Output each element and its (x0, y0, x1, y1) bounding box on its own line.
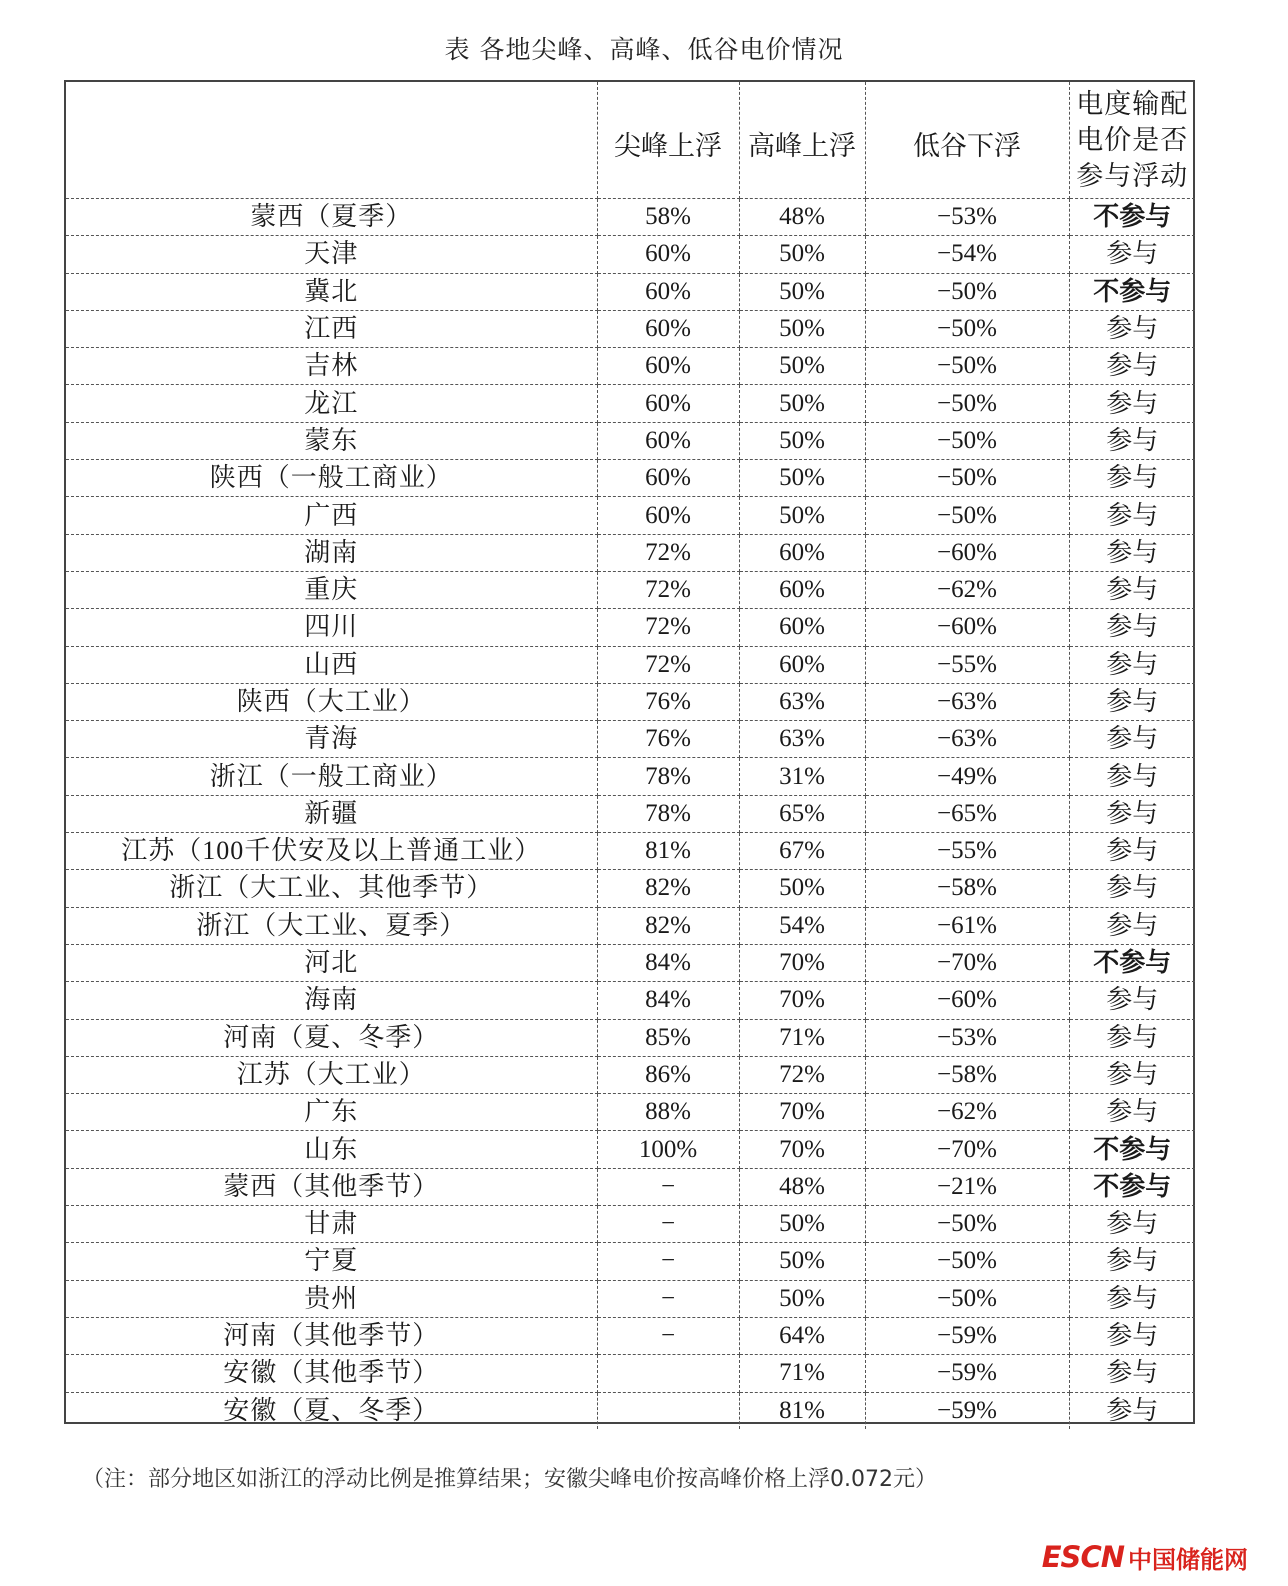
region-cell: 新疆 (66, 795, 597, 832)
peak-rise-cell: 78% (597, 795, 739, 832)
region-cell: 重庆 (66, 571, 597, 608)
high-rise-cell: 70% (739, 982, 865, 1019)
peak-rise-cell: 100% (597, 1131, 739, 1168)
tariff-float-cell: 参与 (1069, 236, 1195, 273)
high-rise-cell: 50% (739, 460, 865, 497)
peak-rise-cell: − (597, 1280, 739, 1317)
table-row (66, 907, 1195, 944)
table-row (66, 982, 1195, 1019)
tariff-float-cell: 参与 (1069, 982, 1195, 1019)
high-rise-cell: 60% (739, 571, 865, 608)
high-rise-cell: 60% (739, 646, 865, 683)
peak-rise-cell: 72% (597, 571, 739, 608)
valley-drop-cell: −21% (865, 1168, 1069, 1205)
valley-drop-cell: −59% (865, 1317, 1069, 1354)
valley-drop-cell: −59% (865, 1392, 1069, 1429)
valley-drop-cell: −59% (865, 1355, 1069, 1392)
tariff-float-cell: 参与 (1069, 758, 1195, 795)
tariff-float-cell: 不参与 (1069, 944, 1195, 981)
header-high-rise: 高峰上浮 (739, 82, 865, 199)
peak-rise-cell: 82% (597, 870, 739, 907)
valley-drop-cell: −65% (865, 795, 1069, 832)
peak-rise-cell: 82% (597, 907, 739, 944)
tariff-float-cell: 参与 (1069, 348, 1195, 385)
region-cell: 江苏（大工业） (66, 1056, 597, 1093)
logo-latin: ESCN (1041, 1540, 1124, 1574)
region-cell: 贵州 (66, 1280, 597, 1317)
high-rise-cell: 50% (739, 1280, 865, 1317)
table-row (66, 1206, 1195, 1243)
region-cell: 陕西（一般工商业） (66, 460, 597, 497)
table-row (66, 385, 1195, 422)
region-cell: 蒙东 (66, 422, 597, 459)
region-cell: 安徽（夏、冬季） (66, 1392, 597, 1429)
table-row (66, 1131, 1195, 1168)
high-rise-cell: 70% (739, 1094, 865, 1131)
region-cell: 广西 (66, 497, 597, 534)
high-rise-cell: 71% (739, 1019, 865, 1056)
valley-drop-cell: −50% (865, 1280, 1069, 1317)
valley-drop-cell: −58% (865, 870, 1069, 907)
table-row (66, 1280, 1195, 1317)
region-cell: 浙江（大工业、其他季节） (66, 870, 597, 907)
high-rise-cell: 70% (739, 1131, 865, 1168)
high-rise-cell: 48% (739, 1168, 865, 1205)
table-row (66, 944, 1195, 981)
peak-rise-cell: 60% (597, 422, 739, 459)
region-cell: 江苏（100千伏安及以上普通工业） (66, 833, 597, 870)
region-cell: 安徽（其他季节） (66, 1355, 597, 1392)
region-cell: 浙江（大工业、夏季） (66, 907, 597, 944)
table-body (66, 199, 1195, 1429)
valley-drop-cell: −58% (865, 1056, 1069, 1093)
table-row (66, 236, 1195, 273)
high-rise-cell: 50% (739, 348, 865, 385)
table-row (66, 1019, 1195, 1056)
price-table-frame (64, 80, 1195, 1424)
table-row (66, 534, 1195, 571)
region-cell: 蒙西（夏季） (66, 199, 597, 236)
peak-rise-cell: − (597, 1317, 739, 1354)
table-row (66, 721, 1195, 758)
region-cell: 龙江 (66, 385, 597, 422)
region-cell: 甘肃 (66, 1206, 597, 1243)
escn-logo (1042, 1538, 1248, 1576)
peak-rise-cell: − (597, 1206, 739, 1243)
table-row (66, 273, 1195, 310)
tariff-float-cell: 参与 (1069, 497, 1195, 534)
table-row (66, 833, 1195, 870)
tariff-float-cell: 不参与 (1069, 273, 1195, 310)
table-row (66, 1392, 1195, 1429)
valley-drop-cell: −55% (865, 833, 1069, 870)
table-header-row (66, 82, 1195, 199)
region-cell: 江西 (66, 310, 597, 347)
header-peak-rise: 尖峰上浮 (597, 82, 739, 199)
high-rise-cell: 50% (739, 1243, 865, 1280)
high-rise-cell: 70% (739, 944, 865, 981)
tariff-float-cell: 参与 (1069, 1094, 1195, 1131)
valley-drop-cell: −49% (865, 758, 1069, 795)
peak-rise-cell: − (597, 1168, 739, 1205)
high-rise-cell: 31% (739, 758, 865, 795)
valley-drop-cell: −50% (865, 310, 1069, 347)
valley-drop-cell: −50% (865, 497, 1069, 534)
tariff-float-cell: 参与 (1069, 683, 1195, 720)
table-row (66, 571, 1195, 608)
table-row (66, 348, 1195, 385)
valley-drop-cell: −62% (865, 571, 1069, 608)
table-caption: 表 各地尖峰、高峰、低谷电价情况 (444, 35, 844, 64)
valley-drop-cell: −62% (865, 1094, 1069, 1131)
high-rise-cell: 65% (739, 795, 865, 832)
table-row (66, 1094, 1195, 1131)
region-cell: 湖南 (66, 534, 597, 571)
tariff-float-cell: 参与 (1069, 646, 1195, 683)
region-cell: 河南（其他季节） (66, 1317, 597, 1354)
peak-rise-cell: 58% (597, 199, 739, 236)
header-region (66, 82, 597, 199)
valley-drop-cell: −50% (865, 422, 1069, 459)
table-row (66, 460, 1195, 497)
high-rise-cell: 50% (739, 273, 865, 310)
table-row (66, 758, 1195, 795)
high-rise-cell: 60% (739, 609, 865, 646)
valley-drop-cell: −54% (865, 236, 1069, 273)
peak-rise-cell: 60% (597, 497, 739, 534)
high-rise-cell: 72% (739, 1056, 865, 1093)
table-row (66, 1317, 1195, 1354)
region-cell: 山西 (66, 646, 597, 683)
high-rise-cell: 63% (739, 683, 865, 720)
table-row (66, 683, 1195, 720)
valley-drop-cell: −70% (865, 1131, 1069, 1168)
tariff-float-cell: 参与 (1069, 460, 1195, 497)
high-rise-cell: 67% (739, 833, 865, 870)
region-cell: 天津 (66, 236, 597, 273)
high-rise-cell: 50% (739, 310, 865, 347)
valley-drop-cell: −50% (865, 1206, 1069, 1243)
peak-rise-cell: 60% (597, 348, 739, 385)
valley-drop-cell: −60% (865, 534, 1069, 571)
peak-rise-cell: − (597, 1243, 739, 1280)
tariff-float-cell: 参与 (1069, 310, 1195, 347)
tariff-float-cell: 参与 (1069, 1280, 1195, 1317)
valley-drop-cell: −50% (865, 1243, 1069, 1280)
high-rise-cell: 71% (739, 1355, 865, 1392)
high-rise-cell: 63% (739, 721, 865, 758)
region-cell: 宁夏 (66, 1243, 597, 1280)
tariff-float-cell: 参与 (1069, 534, 1195, 571)
region-cell: 河南（夏、冬季） (66, 1019, 597, 1056)
region-cell: 陕西（大工业） (66, 683, 597, 720)
table-row (66, 497, 1195, 534)
tariff-float-cell: 参与 (1069, 1317, 1195, 1354)
high-rise-cell: 50% (739, 1206, 865, 1243)
peak-rise-cell: 84% (597, 944, 739, 981)
high-rise-cell: 81% (739, 1392, 865, 1429)
peak-rise-cell: 72% (597, 646, 739, 683)
tariff-float-cell: 参与 (1069, 385, 1195, 422)
valley-drop-cell: −50% (865, 460, 1069, 497)
tariff-float-cell: 参与 (1069, 833, 1195, 870)
table-row (66, 310, 1195, 347)
high-rise-cell: 50% (739, 422, 865, 459)
table-row (66, 422, 1195, 459)
tariff-float-cell: 参与 (1069, 609, 1195, 646)
valley-drop-cell: −70% (865, 944, 1069, 981)
tariff-float-cell: 参与 (1069, 870, 1195, 907)
tariff-float-cell: 不参与 (1069, 1168, 1195, 1205)
valley-drop-cell: −61% (865, 907, 1069, 944)
tariff-float-cell: 参与 (1069, 1206, 1195, 1243)
valley-drop-cell: −50% (865, 273, 1069, 310)
peak-rise-cell: 84% (597, 982, 739, 1019)
tariff-float-cell: 参与 (1069, 1243, 1195, 1280)
high-rise-cell: 50% (739, 385, 865, 422)
header-valley-drop: 低谷下浮 (865, 82, 1069, 199)
table-row (66, 1168, 1195, 1205)
tariff-float-cell: 参与 (1069, 571, 1195, 608)
region-cell: 海南 (66, 982, 597, 1019)
region-cell: 浙江（一般工商业） (66, 758, 597, 795)
tariff-float-cell: 参与 (1069, 1019, 1195, 1056)
high-rise-cell: 48% (739, 199, 865, 236)
peak-rise-cell: 72% (597, 534, 739, 571)
tariff-float-cell: 参与 (1069, 1056, 1195, 1093)
region-cell: 青海 (66, 721, 597, 758)
tariff-float-cell: 参与 (1069, 907, 1195, 944)
tariff-float-cell: 不参与 (1069, 199, 1195, 236)
peak-rise-cell: 60% (597, 460, 739, 497)
valley-drop-cell: −55% (865, 646, 1069, 683)
region-cell: 河北 (66, 944, 597, 981)
table-row (66, 870, 1195, 907)
tariff-float-cell: 参与 (1106, 1395, 1159, 1425)
tariff-float-cell: 参与 (1069, 795, 1195, 832)
table-row (66, 646, 1195, 683)
peak-rise-cell (597, 1355, 739, 1392)
tariff-float-cell: 参与 (1069, 1355, 1195, 1392)
peak-rise-cell: 88% (597, 1094, 739, 1131)
valley-drop-cell: −53% (865, 199, 1069, 236)
tariff-float-cell: 参与 (1069, 721, 1195, 758)
region-cell: 广东 (66, 1094, 597, 1131)
price-table (66, 82, 1195, 1429)
valley-drop-cell: −53% (865, 1019, 1069, 1056)
high-rise-cell: 60% (739, 534, 865, 571)
valley-drop-cell: −50% (865, 348, 1069, 385)
table-row (66, 795, 1195, 832)
valley-drop-cell: −50% (865, 385, 1069, 422)
peak-rise-cell: 76% (597, 721, 739, 758)
peak-rise-cell: 86% (597, 1056, 739, 1093)
high-rise-cell: 50% (739, 236, 865, 273)
table-row (66, 199, 1195, 236)
region-cell: 蒙西（其他季节） (66, 1168, 597, 1205)
high-rise-cell: 50% (739, 497, 865, 534)
tariff-float-cell: 不参与 (1069, 1131, 1195, 1168)
region-cell: 吉林 (66, 348, 597, 385)
table-row (66, 609, 1195, 646)
valley-drop-cell: −60% (865, 609, 1069, 646)
peak-rise-cell: 78% (597, 758, 739, 795)
peak-rise-cell (597, 1392, 739, 1429)
peak-rise-cell: 60% (597, 385, 739, 422)
region-cell: 山东 (66, 1131, 597, 1168)
peak-rise-cell: 72% (597, 609, 739, 646)
peak-rise-cell: 85% (597, 1019, 739, 1056)
tariff-float-cell: 参与 (1069, 422, 1195, 459)
table-row (66, 1243, 1195, 1280)
region-cell: 冀北 (66, 273, 597, 310)
footnote: （注：部分地区如浙江的浮动比例是推算结果；安徽尖峰电价按高峰价格上浮0.072元） (82, 1467, 937, 1492)
peak-rise-cell: 60% (597, 273, 739, 310)
header-tariff-float: 电度输配电价是否参与浮动 (1069, 82, 1195, 199)
valley-drop-cell: −63% (865, 721, 1069, 758)
high-rise-cell: 50% (739, 870, 865, 907)
region-cell: 四川 (66, 609, 597, 646)
peak-rise-cell: 76% (597, 683, 739, 720)
table-row (66, 1056, 1195, 1093)
table-row (66, 1355, 1195, 1392)
high-rise-cell: 64% (739, 1317, 865, 1354)
valley-drop-cell: −63% (865, 683, 1069, 720)
peak-rise-cell: 81% (597, 833, 739, 870)
peak-rise-cell: 60% (597, 310, 739, 347)
high-rise-cell: 54% (739, 907, 865, 944)
peak-rise-cell: 60% (597, 236, 739, 273)
valley-drop-cell: −60% (865, 982, 1069, 1019)
logo-cjk: 中国储能网 (1128, 1545, 1248, 1574)
